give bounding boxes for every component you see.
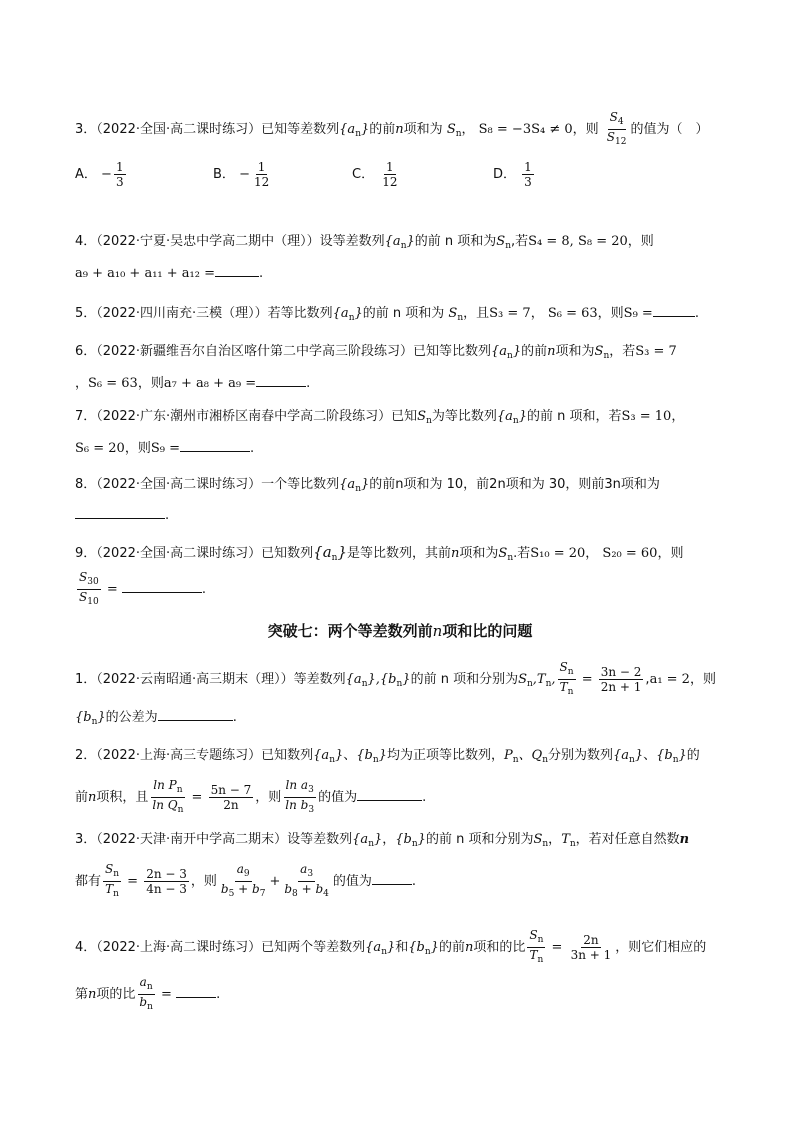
question-number: 9． [75,546,97,561]
question-text: 的前 [521,344,548,359]
option-a [75,160,128,189]
question-7: 7．（2022·广东·潮州市湘桥区南春中学高二阶段练习）已知$S_n$为等比数列$\{a_n\}$的前 n 项和，若S₃ = 10， [75,409,685,426]
question-number: 8． [75,477,97,492]
math-condition: S₃ = 10 [621,409,672,424]
question-text: 分别为数列 [547,748,613,763]
math-expression: a₉ + a₁₀ + a₁₁ + a₁₂ = [75,266,215,281]
question-text: 、 [343,748,357,763]
math-seq-a: $\{a_n\}$ [491,344,522,361]
question-text: 都有 [75,874,102,889]
question-source: （2022·上海·高二课时练习） [96,940,262,955]
question-text: ，则 [124,441,151,456]
option-sign: − [239,167,250,182]
problem-1-line-2: $\{b_n\}$的公差为 . [75,710,237,727]
question-text: 前 [75,790,89,805]
question-text: 为等比数列 [431,409,497,424]
problem-3-line-2: 都有 $\frac{S_n}{T_n}$ = $\frac{2n - 3}{4n - 3}$ ，则 $\frac{a_9}{b_5 + b_7}$ + $\frac{a_3}{b_8 + b_4}$ 的值为 . [75,862,417,899]
math-tn: $T_n$ [561,832,576,849]
question-text: ，则 [627,234,654,249]
question-source: （2022·新疆维吾尔自治区喀什第二中学高三阶段练习） [96,344,413,359]
math-seq-a: $\{a_n\}$ [332,306,363,323]
question-text: 项和为 [459,546,499,561]
question-text: ，则 [689,672,716,687]
question-text: 项和的比 [473,940,526,955]
problem-1: 1．（2022·云南昭通·高三期末（理））等差数列$\{a_n\},\{b_n\}$的前 n 项和分别为$S_n,T_n$, $\frac{S_n}{T_n}$ = $\frac{3n - 2}{2n + 1}$ ,a₁ = 2，则 [75,660,716,697]
question-text: 设等差数列 [287,832,353,847]
question-text: 已知等差数列 [261,122,340,137]
math-sn: $S_n$ [594,344,610,361]
question-text: 的前 [438,940,465,955]
option-c [352,160,402,189]
question-8-line-2: . [75,506,169,523]
question-text: ，则 [190,874,217,889]
math-n: n [88,987,97,1002]
question-text: 是等比数列，其前 [347,546,452,561]
math-seq-a: $\{a_n\}$ [365,940,396,957]
question-6 [75,340,677,361]
math-fraction: $\frac{a_9}{b_5 + b_7}$ [220,862,266,899]
question-text: 的 [686,748,700,763]
math-seq-b: $\{b_n\}$ [408,940,439,957]
math-fraction: $\frac{3n - 2}{2n + 1}$ [600,665,642,694]
question-8 [75,473,660,494]
question-text: 若等比数列 [267,306,333,321]
question-text: ，若 [609,344,636,359]
question-source: （2022·云南昭通·高三期末（理）） [96,672,294,687]
answer-blank [122,580,202,593]
math-fraction: $\frac{2n - 3}{4n - 3}$ [146,867,187,896]
question-4: 4．（2022·宁夏·吴忠中学高二期中（理））设等差数列$\{a_n\}$的前 n 项和为$S_n$,若S₄ = 8, S₈ = 20，则 [75,234,654,251]
option-fraction: $\frac{1}{12}$ [253,160,270,189]
option-fraction: $\frac{1}{3}$ [524,160,532,189]
question-text: ，则 [572,122,599,137]
answer-blank [256,374,306,387]
math-condition: S₁₀ = 20 [530,546,586,561]
math-seq-b: $\{b_n\}$ [356,748,387,765]
problem-3: 3．（2022·天津·南开中学高二期末）设等差数列$\{a_n\}$，$\{b_n\}$的前 n 项和分别为$S_n$，$T_n$，若对任意自然数n [75,832,690,849]
option-label: B． [213,167,235,182]
question-text: 均为正项等比数列， [386,748,504,763]
question-text: 的前 n 项和为 [414,234,497,249]
question-6-line-2: ，S₆ = 63，则a₇ + a₈ + a₉ = . [75,376,311,391]
math-condition: a₁ = 2 [649,672,690,687]
math-seq-a: $\{a_n\}$ [384,234,415,251]
question-3: 3．（2022·全国·高二课时练习）已知等差数列$\{a_n\}$的前n项和为 $S_n$， S₈ = −3S₄ ≠ 0，则 $\frac{S_4}{S_{12}}$ 的值为（ ） [75,110,709,147]
math-condition: S₃ = 7 [635,344,677,359]
math-condition: S₈ = −3S₄ ≠ 0 [478,122,573,137]
question-text: ，若对任意自然数 [575,832,680,847]
question-text: 和 [395,940,409,955]
math-n: n [679,832,690,847]
question-text: ，则 [597,306,624,321]
math-condition: S₆ = 20 [75,441,125,456]
question-source: （2022·广东·潮州市湘桥区南春中学高二阶段练习） [96,409,392,424]
question-text: ，则它们相应的 [615,940,707,955]
question-text: 第 [75,987,89,1002]
math-condition: S₆ = 63 [88,376,138,391]
question-number: 3． [75,832,97,847]
math-seq-a: $\{a_n\}$ [613,748,644,765]
math-seq-a: $\{a_n\}$ [313,543,347,563]
question-text: ，则 [137,376,164,391]
question-number: 7． [75,409,97,424]
question-number: 1． [75,672,97,687]
math-fraction: $\frac{\ln P_n}{\ln Q_n}$ [152,778,184,815]
question-source: （2022·上海·高三专题练习） [96,748,262,763]
math-expression: S₉ = [623,306,653,321]
question-text: 的前 n 项和，若 [526,409,622,424]
math-fraction: $\frac{S_n}{T_n}$ [529,928,544,965]
math-fraction: $\frac{2n}{3n + 1}$ [570,933,612,962]
question-text: 已知两个等差数列 [261,940,366,955]
math-condition: S₃ = 7 [489,306,531,321]
question-number: 5． [75,306,97,321]
question-text: 的值为 [332,874,372,889]
question-text: 的公差为 [105,710,158,725]
math-sn-tn: $S_n,T_n$, [518,672,556,689]
problem-4-line-2: 第n项的比 $\frac{a_n}{b_n}$ = . [75,975,221,1012]
question-9: 9．（2022·全国·高二课时练习）已知数列$\{a_n\}$是等比数列，其前n项和为$S_n$.若S₁₀ = 20， S₂₀ = 60，则 [75,543,684,563]
math-seq-a: $\{a_n\}$ [339,477,370,494]
question-text: 项和为 [555,344,595,359]
math-seq-b: $\{b_n\}$ [656,748,687,765]
question-number: 2． [75,748,97,763]
question-4-line-2: a₉ + a₁₀ + a₁₁ + a₁₂ = . [75,266,264,281]
answer-blank [180,439,250,452]
question-text: 、 [643,748,657,763]
math-sn: $S_n$ [448,306,464,323]
section-heading [0,620,800,641]
math-sn: $S_n$ [417,409,432,426]
math-fraction: $\frac{S_n}{T_n}$ [559,660,574,697]
question-source: （2022·全国·高二课时练习） [96,477,262,492]
math-expression: S₉ = [150,441,180,456]
question-7-line-2: S₆ = 20，则S₉ = . [75,441,255,456]
math-n: n [547,344,556,359]
math-fraction: $\frac{5n - 7}{2n}$ [210,783,252,812]
math-n: n [395,122,404,137]
option-fraction: $\frac{1}{3}$ [115,160,124,189]
math-condition: S₂₀ = 60 [602,546,658,561]
math-seq-a: $\{a_n\}$ [496,409,527,426]
question-text: 项积，且 [96,790,149,805]
question-text: 的前 n 项和分别为 [425,832,534,847]
math-sn: $S_n$ [498,546,514,563]
math-fraction: $\frac{S_{30}}{S_{10}}$ [79,570,99,607]
question-number: 6． [75,344,97,359]
math-fraction: $\frac{S_4}{S_{12}}$ [606,110,627,147]
question-text: 一个等比数列 [261,477,340,492]
question-text: 若 [515,234,529,249]
question-source: （2022·全国·高二课时练习） [96,122,262,137]
math-seq-a: $\{a_n\}$ [313,748,344,765]
question-text: 的值为（ ） [630,122,709,137]
question-text: 已知 [391,409,418,424]
question-text: ，且 [463,306,490,321]
option-label: A． [75,167,97,182]
heading-text: 项和比的问题 [442,622,533,640]
question-text: 的前n项和为 10，前2n项和为 30，则前3n项和为 [369,477,660,492]
question-text: ，则 [255,790,282,805]
math-condition: S₆ = 63 [547,306,598,321]
answer-blank [653,304,695,317]
option-label: D． [493,167,517,182]
question-5: 5．（2022·四川南充·三模（理））若等比数列$\{a_n\}$的前 n 项和为 $S_n$，且S₃ = 7， S₆ = 63，则S₉ = . [75,306,699,323]
question-text: 设等差数列 [319,234,385,249]
math-sn: $S_n$ [496,234,511,251]
math-n: n [464,940,474,955]
heading-math-n: n [432,622,443,640]
question-9-line-2: $\frac{S_{30}}{S_{10}}$ = . [79,570,206,607]
question-text: 项的比 [96,987,136,1002]
answer-blank [357,788,422,801]
math-condition: S₄ = 8, S₈ = 20 [528,234,628,249]
question-text: 的前 [369,122,396,137]
math-expression: a₇ + a₈ + a₉ = [163,376,257,391]
question-number: 3． [75,122,97,137]
problem-2-line-2: 前n项积，且 $\frac{\ln P_n}{\ln Q_n}$ = $\frac{5n - 7}{2n}$ ，则 $\frac{\ln a_3}{\ln b_3}$ 的值为 . [75,778,427,815]
question-text: 的值为 [318,790,358,805]
question-text: 已知等比数列 [413,344,492,359]
option-label: C． [352,167,375,182]
math-n: n [451,546,460,561]
math-seqs: $\{a_n\},\{b_n\}$ [345,672,411,689]
question-text: 项和为 [403,122,443,137]
option-b [213,160,273,189]
math-seq-a: $\{a_n\}$ [352,832,383,849]
math-sn: $S_n$ [533,832,549,849]
math-sn: $S_n$ [446,122,462,139]
option-fraction: $\frac{1}{12}$ [382,160,398,189]
question-source: （2022·宁夏·吴忠中学高二期中（理）） [96,234,320,249]
question-number: 4． [75,234,97,249]
question-text: .若 [513,546,531,561]
question-source: （2022·四川南充·三模（理）） [96,306,268,321]
answer-blank [75,506,165,519]
question-text: 已知数列 [261,546,314,561]
problem-2 [75,744,700,765]
answer-blank [215,264,259,277]
answer-blank [176,985,216,998]
math-fraction: $\frac{\ln a_3}{\ln b_3}$ [285,778,315,815]
answer-blank [372,872,412,885]
heading-text: 突破七：两个等差数列前 [267,622,433,640]
math-fraction: $\frac{a_3}{b_8 + b_4}$ [284,862,329,899]
math-seq-b: $\{b_n\}$ [75,710,106,727]
question-source: （2022·全国·高二课时练习） [96,546,262,561]
problem-4: 4．（2022·上海·高二课时练习）已知两个等差数列$\{a_n\}$和$\{b_n\}$的前n项和的比 $\frac{S_n}{T_n}$ = $\frac{2n}{3n + 1}$ ，则它们相应的 [75,928,707,965]
math-fraction: $\frac{S_n}{T_n}$ [105,862,120,899]
question-text: 等差数列 [293,672,346,687]
question-number: 4． [75,940,97,955]
answer-blank [158,708,233,721]
math-n: n [88,790,97,805]
question-text: 的前 n 项和分别为 [410,672,519,687]
option-d [493,160,536,189]
option-sign: − [101,167,112,182]
math-pn-qn: $P_n$、$Q_n$ [503,748,548,765]
math-seq-a: $\{a_n\}$ [339,122,370,139]
question-text: 已知数列 [261,748,314,763]
math-seq-b: $\{b_n\}$ [395,832,426,849]
question-text: 的前 n 项和为 [362,306,445,321]
question-text: ，则 [657,546,684,561]
math-fraction: $\frac{a_n}{b_n}$ [139,975,153,1012]
question-source: （2022·天津·南开中学高二期末） [96,832,288,847]
